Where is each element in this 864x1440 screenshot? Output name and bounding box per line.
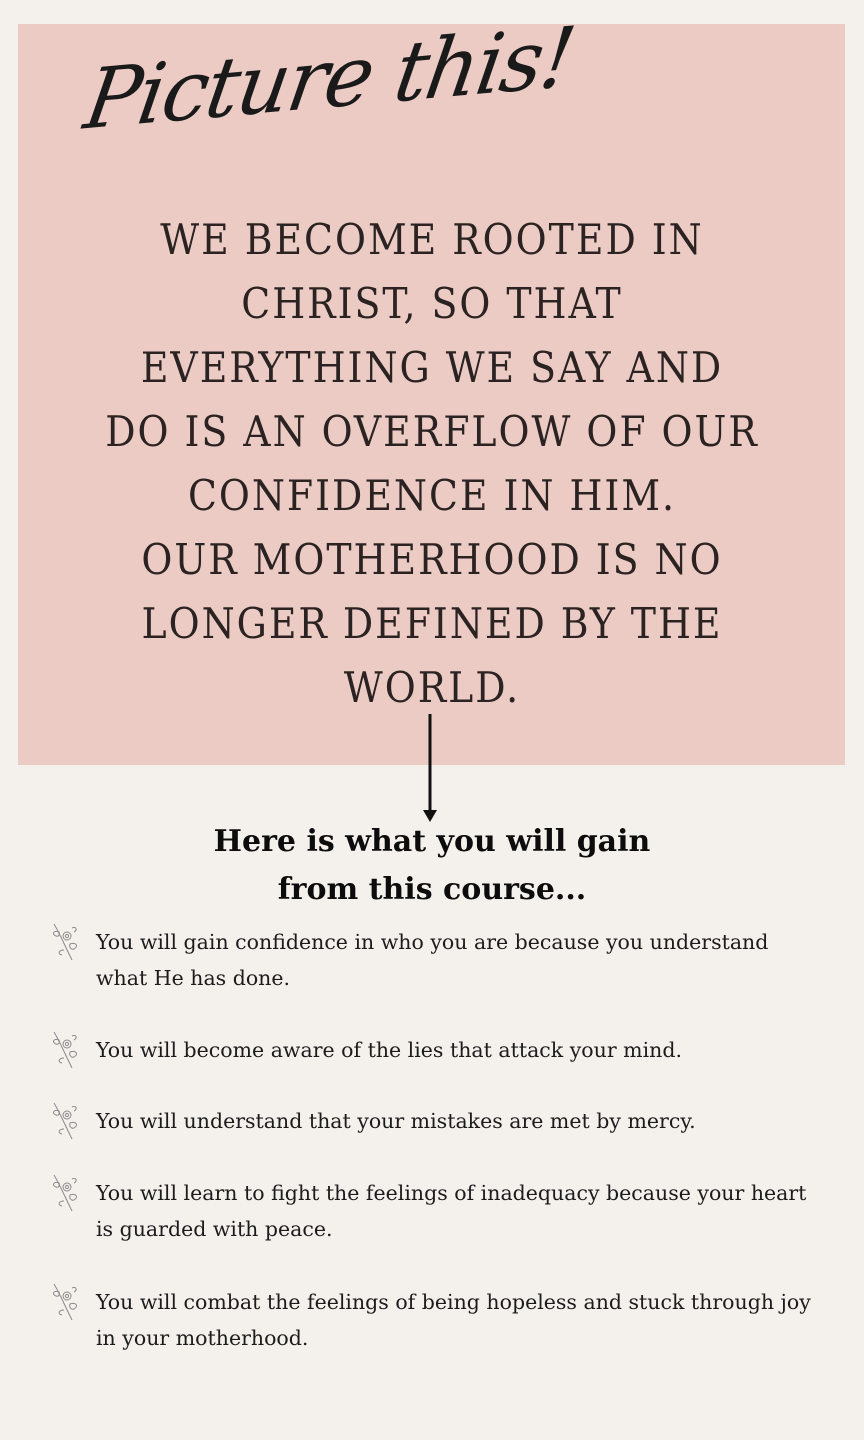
benefit-line: You will combat the feelings of being hopeless and stuck through joy	[96, 1290, 811, 1314]
benefit-text	[96, 1175, 836, 1247]
flower-sprig-icon	[48, 1171, 82, 1213]
benefit-line: You will understand that your mistakes are met by mercy.	[96, 1109, 696, 1133]
benefit-text	[96, 1284, 836, 1356]
flower-sprig-icon	[48, 920, 82, 962]
benefit-line: You will gain confidence in who you are because you understand	[96, 930, 769, 954]
heading-line: Here is what you will gain	[213, 824, 651, 859]
script-title: Picture this!	[78, 9, 580, 149]
statement-line: CONFIDENCE IN HIM.	[187, 471, 677, 520]
statement-line: CHRIST, SO THAT	[241, 279, 623, 328]
statement-line: LONGER DEFINED BY THE	[141, 599, 723, 648]
main-statement	[80, 208, 784, 720]
statement-line: WE BECOME ROOTED IN	[160, 215, 704, 264]
flower-sprig-icon	[48, 1280, 82, 1322]
course-gains-heading	[132, 818, 732, 914]
heading-line: from this course...	[277, 872, 587, 907]
benefit-text	[96, 1032, 836, 1068]
benefit-text	[96, 924, 836, 996]
statement-line: EVERYTHING WE SAY AND	[140, 343, 724, 392]
flower-sprig-icon	[48, 1028, 82, 1070]
statement-line: WORLD.	[343, 663, 521, 712]
arrow-down-icon	[420, 714, 440, 824]
benefit-text	[96, 1103, 836, 1139]
flower-sprig-icon	[48, 1099, 82, 1141]
benefit-line: what He has done.	[96, 966, 291, 990]
statement-line: OUR MOTHERHOOD IS NO	[141, 535, 723, 584]
benefit-line: You will become aware of the lies that attack your mind.	[96, 1038, 683, 1062]
benefit-line: You will learn to fight the feelings of inadequacy because your heart	[96, 1181, 807, 1205]
benefit-line: is guarded with peace.	[96, 1217, 333, 1241]
statement-line: DO IS AN OVERFLOW OF OUR	[105, 407, 759, 456]
benefit-line: in your motherhood.	[96, 1326, 309, 1350]
